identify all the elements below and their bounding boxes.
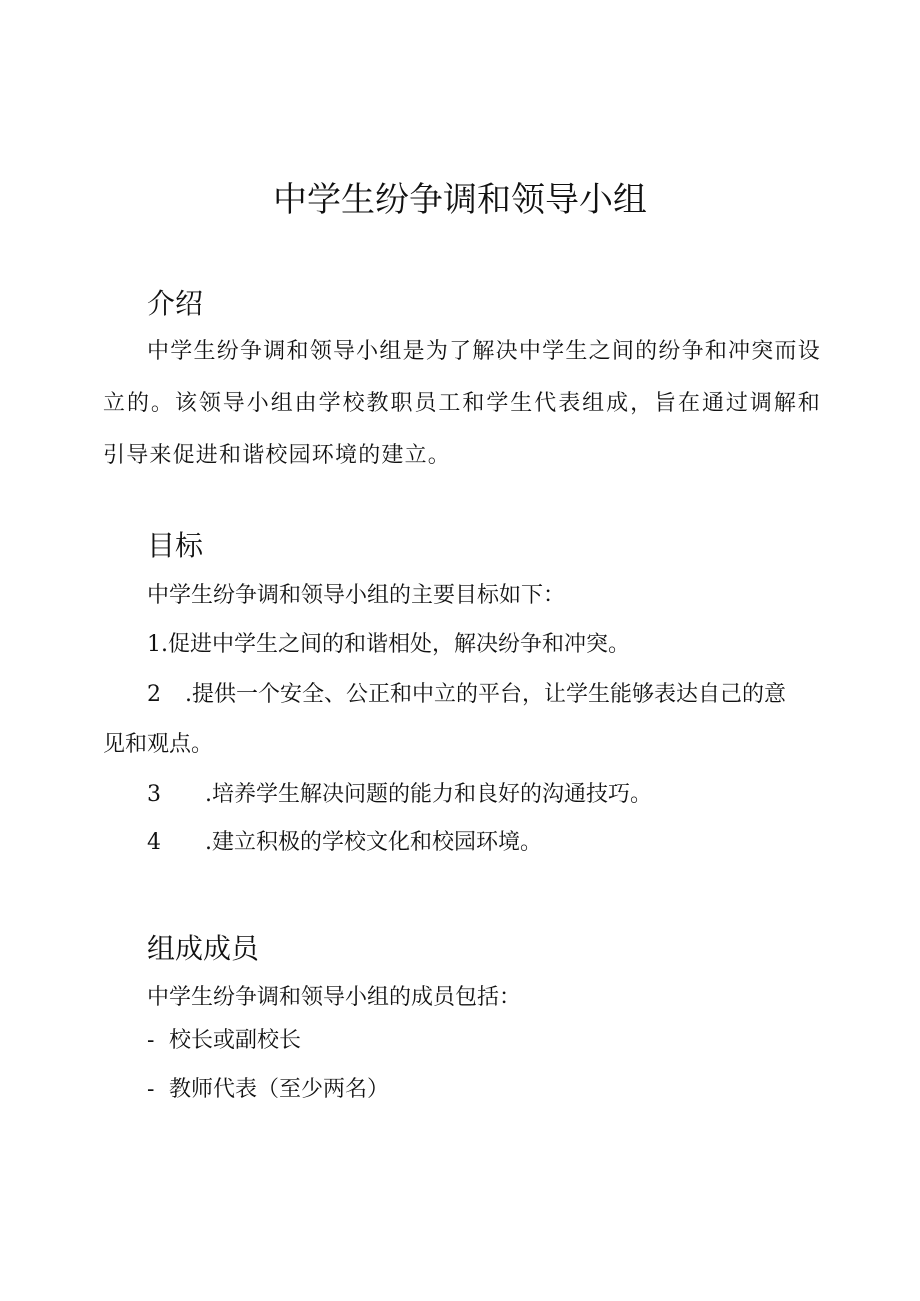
goals-lead: 中学生纷争调和领导小组的主要目标如下： [147, 583, 566, 608]
members-lead: 中学生纷争调和领导小组的成员包括： [147, 985, 522, 1010]
goal-item-number: 2 [147, 682, 161, 707]
goal-item-3 [147, 779, 652, 811]
goal-item-text: .培养学生解决问题的能力和良好的沟通技巧。 [205, 782, 652, 807]
goal-item-text: 促进中学生之间的和谐相处，解决纷争和冲突。 [168, 632, 631, 657]
goal-item-number: 1. [147, 632, 168, 657]
goal-item-number: 4 [147, 830, 161, 855]
goal-item-4 [147, 827, 542, 859]
list-dash: - [147, 1028, 155, 1053]
member-item-2 [147, 1074, 389, 1106]
goal-item-number: 3 [147, 782, 161, 807]
document-title: 中学生纷争调和领导小组 [273, 180, 647, 220]
goal-item-text: .建立积极的学校文化和校园环境。 [205, 830, 542, 855]
intro-paragraph: 中学生纷争调和领导小组是为了解决中学生之间的纷争和冲突而设立的。该领导小组由学校教职员工和学生代表组成，旨在通过调解和引导来促进和谐校园环境的建立。 [103, 339, 821, 468]
member-item-text: 教师代表（至少两名） [169, 1077, 390, 1102]
goal-item-2-continued: 见和观点。 [103, 732, 214, 757]
member-item-text: 校长或副校长 [169, 1028, 302, 1053]
section-heading-members: 组成成员 [147, 932, 260, 965]
goal-item-1 [147, 629, 630, 661]
section-heading-goals: 目标 [147, 529, 204, 562]
list-dash: - [147, 1077, 155, 1102]
goal-item-2 [147, 679, 786, 711]
section-heading-intro: 介绍 [147, 287, 204, 320]
goal-item-text: .提供一个安全、公正和中立的平台，让学生能够表达自己的意 [185, 682, 786, 707]
member-item-1 [147, 1025, 301, 1057]
